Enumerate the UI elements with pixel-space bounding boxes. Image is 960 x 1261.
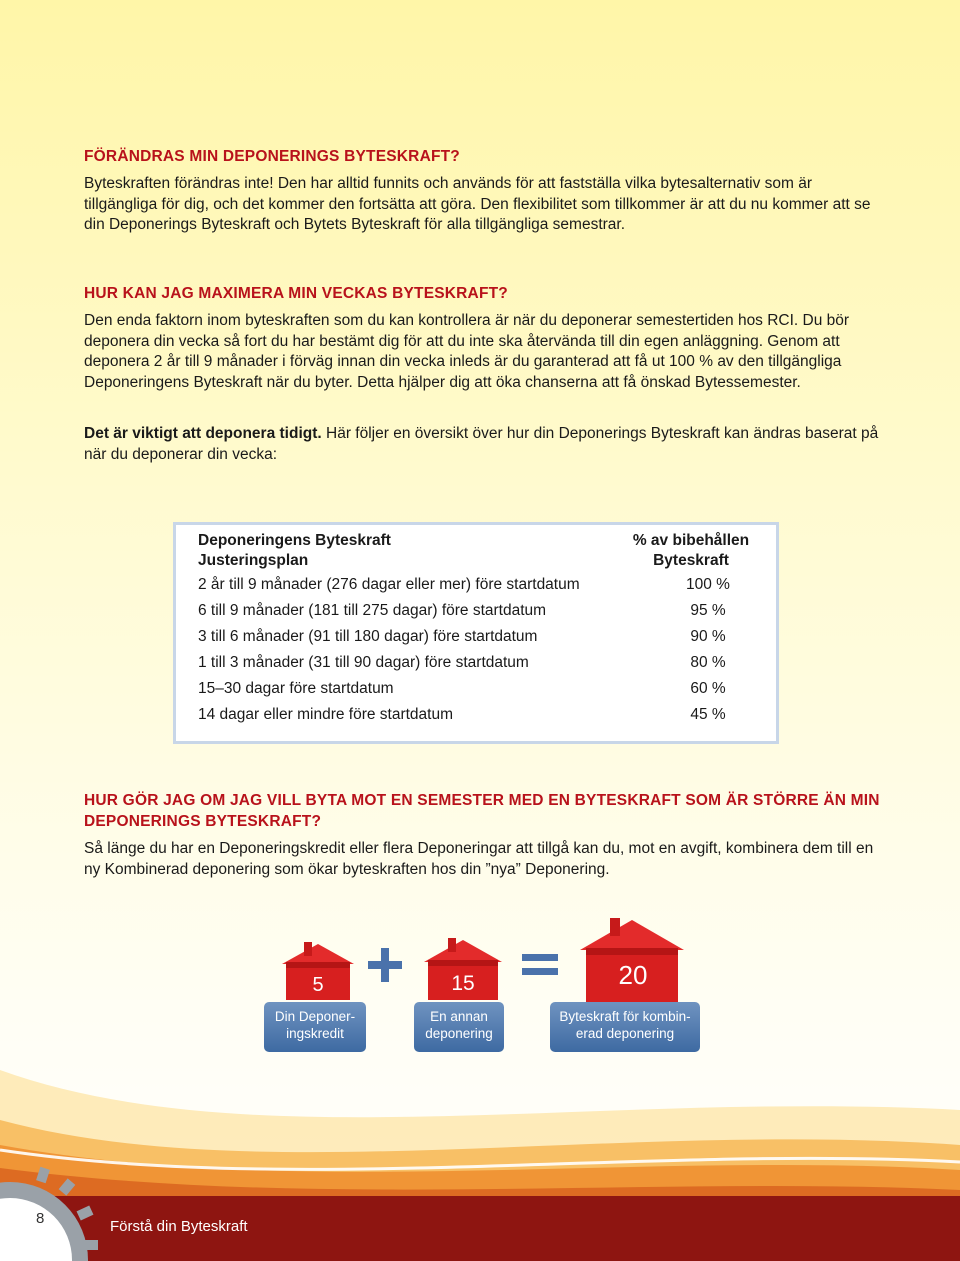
- section-note-2: [84, 424, 884, 465]
- row-value: 90 %: [690, 628, 726, 645]
- section-heading-1: FÖRÄNDRAS MIN DEPONERINGS BYTESKRAFT?: [84, 148, 460, 165]
- header-right-line2: Byteskraft: [653, 552, 729, 569]
- caption-deposit-credit: [264, 1002, 366, 1052]
- house-value: 15: [451, 972, 475, 995]
- adjustment-table: [173, 522, 779, 744]
- caption-line: Din Deponer-: [274, 1009, 356, 1024]
- section-heading-3: HUR GÖR JAG OM JAG VILL BYTA MOT EN SEMESTER MED EN BYTESKRAFT SOM ÄR STÖRRE ÄN MIN DEPONERINGS BYTESKRAFT?: [84, 792, 880, 830]
- caption-line: En annan: [430, 1009, 488, 1024]
- header-left-line1: Deponeringens Byteskraft: [198, 532, 391, 549]
- row-label: 6 till 9 månader (181 till 275 dagar) före startdatum: [198, 602, 547, 619]
- table-header-left: [198, 531, 391, 571]
- row-label: 2 år till 9 månader (276 dagar eller mer) före startdatum: [198, 576, 580, 593]
- caption-line: deponering: [425, 1026, 493, 1041]
- gear-icon: [0, 1160, 100, 1261]
- caption-another-deposit: [414, 1002, 504, 1052]
- table-row: [198, 628, 758, 650]
- row-label: 3 till 6 månader (91 till 180 dagar) före startdatum: [198, 628, 538, 645]
- note-text: Här följer en översikt över hur din Deponerings Byteskraft kan ändras baserat på när du deponerar din vecka:: [84, 425, 879, 463]
- house-icon-small: [278, 940, 358, 1002]
- header-left-line2: Justeringsplan: [198, 552, 309, 569]
- equals-icon: [520, 950, 560, 985]
- row-label: 14 dagar eller mindre före startdatum: [198, 706, 454, 723]
- table-row: [198, 680, 758, 702]
- table-header-right: [626, 531, 756, 571]
- caption-line: Byteskraft för kombin-: [559, 1009, 691, 1024]
- plus-icon: [366, 946, 404, 989]
- section-body-3: Så länge du har en Deponeringskredit eller flera Deponeringar att tillgå kan du, mot en avgift, kombinera dem till en ny Kombinerad deponering som ökar byteskraften hos din ”nya” Deponering.: [84, 840, 874, 878]
- row-value: 80 %: [690, 654, 726, 671]
- house-icon-medium: [420, 936, 506, 1002]
- house-value: 20: [618, 960, 648, 990]
- row-value: 95 %: [690, 602, 726, 619]
- table-row: [198, 576, 758, 598]
- footer-title: Förstå din Byteskraft: [110, 1218, 248, 1235]
- row-label: 15–30 dagar före startdatum: [198, 680, 394, 697]
- note-emphasis: Det är viktigt att deponera tidigt.: [84, 425, 322, 442]
- house-value: 5: [312, 974, 324, 996]
- section-heading-2: HUR KAN JAG MAXIMERA MIN VECKAS BYTESKRAFT?: [84, 285, 508, 302]
- section-body-2: Den enda faktorn inom byteskraften som du kan kontrollera är när du deponerar semestertiden hos RCI. Du bör deponera din vecka så fort du har bestämt dig för att du inte ska återvända till din egen anläggning. Genom att deponera 2 år till 9 månader i förväg innan din vecka inleds är du garanterad att få ut 100 % av den tillgängliga Deponeringens Byteskraft när du byter. Detta hjälper dig att öka chanserna att få önskad Bytessemester.: [84, 312, 850, 391]
- table-row: [198, 654, 758, 676]
- row-label: 1 till 3 månader (31 till 90 dagar) före startdatum: [198, 654, 529, 671]
- caption-line: ingskredit: [286, 1026, 344, 1041]
- caption-combined-deposit: [550, 1002, 700, 1052]
- page-number: 8: [36, 1210, 45, 1227]
- header-right-line1: % av bibehållen: [632, 532, 750, 549]
- table-row: [198, 706, 758, 728]
- row-value: 60 %: [690, 680, 726, 697]
- house-icon-large: [576, 916, 688, 1004]
- row-value: 100 %: [686, 576, 730, 593]
- caption-line: erad deponering: [575, 1026, 675, 1041]
- row-value: 45 %: [690, 706, 726, 723]
- section-body-1: Byteskraften förändras inte! Den har alltid funnits och används för att fastställa vilka bytesalternativ som är tillgängliga för dig, och det kommer den fortsätta att göra. Den flexibilitet som tillkommer är att du nu kommer att se din Deponerings Byteskraft och Bytets Byteskraft för alla tillgängliga semestrar.: [84, 175, 871, 233]
- table-row: [198, 602, 758, 624]
